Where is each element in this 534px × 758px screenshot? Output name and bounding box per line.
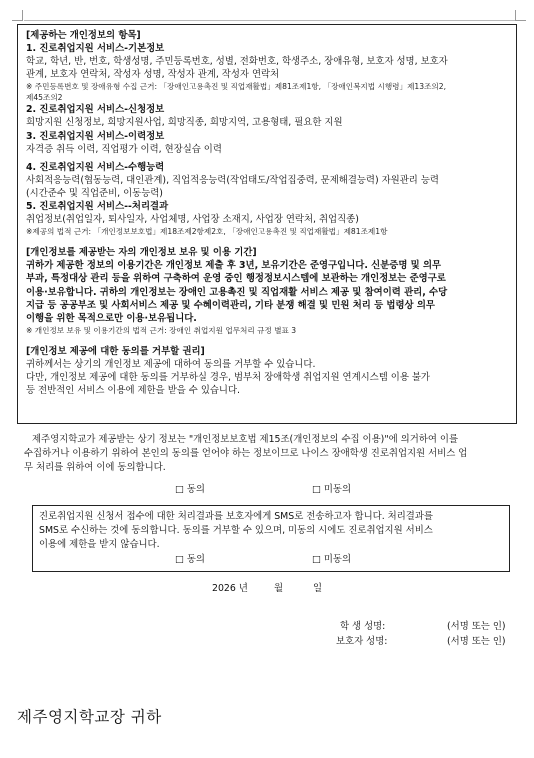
application-info-line: 희망지원 신청정보, 희망지원사업, 희망직종, 희망지역, 고용형태, 필요한 지원 [26,117,343,129]
consent-statement [24,433,516,475]
student-signature-field[interactable]: (서명 또는 인) [447,621,506,632]
consent-line: 제주영지학교가 제공받는 상기 정보는 "개인정보보호법 제15조(개인정보의 수집 이용)"에 의거하여 이를 [32,434,458,445]
refusal-right-line: 귀하께서는 상기의 개인정보 제공에 대하여 동의를 거부할 수 있습니다. [26,358,316,370]
result-info-line: 취업정보(취업일자, 퇴사일자, 사업체명, 사업장 소재지, 사업장 연락처, 취업직종) [26,214,359,226]
date-month[interactable]: 월 [274,583,284,594]
retention-section [26,246,509,336]
header-rule [24,20,515,21]
result-legal-note: ※제공의 법적 근거: 「개인정보보호법」제18조제2항제2호, 「장애인고용촉진 및 직업재활법」제81조제1항 [26,227,388,237]
date-day[interactable]: 일 [313,583,323,594]
basic-info-legal-note: ※ 주민등록번호 및 장애유형 수집 근거: 「장애인고용촉진 및 직업재활법」제81조제1항, 「장애인복지법 시행령」제13조의2, [26,82,447,92]
basic-info-line: 학교, 학년, 반, 번호, 학생성명, 주민등록번호, 성별, 전화번호, 학생주소, 장애유형, 보호자 성명, 보호자 [26,56,448,68]
refusal-right-line: 등 전반적인 서비스 이용에 제한을 받을 수 있습니다. [26,385,241,397]
basic-info-line: 관계, 보호자 연락처, 작성자 성명, 작성자 관계, 작성자 연락처 [26,69,280,81]
sms-disagree-checkbox[interactable]: □ 미동의 [312,554,352,565]
consent-line: 수집하거나 이용하기 위하여 본인의 동의를 얻어야 하는 정보이므로 나이스 장애학생 진로취업지원 서비스 업 [24,448,468,459]
history-info-line: 자격증 취득 이력, 직업평가 이력, 현장실습 이력 [26,143,222,155]
sms-consent-box [32,505,510,572]
retention-legal-note: ※ 개인정보 보유 및 이용기간의 법적 근거: 장애인 취업지원 업무처리 규정 별표 3 [26,325,297,335]
retention-line: 부과, 특정대상 관리 등을 위하여 구축하여 운영 중인 행정정보시스템에 보관하는 개인정보는 준영구로 [26,273,446,285]
retention-line: 이용·보유합니다. 귀하의 개인정보는 장애인 고용촉진 및 직업재활 서비스 제공 및 참여이력 관리, 수당 [26,286,448,298]
refusal-right-line: 다만, 개인정보 제공에 대한 동의를 거부하실 경우, 범부처 장애학생 취업지원 연계시스템 이용 불가 [26,371,430,383]
corner-mark-left [12,10,23,21]
sms-consent-line: 이용에 제한을 받지 않습니다. [39,539,160,550]
date-year[interactable]: 2026 년 [212,583,248,594]
retention-title: [개인정보를 제공받는 자의 개인정보 보유 및 이용 기간] [26,247,257,259]
provided-items-section [26,29,509,237]
refusal-right-section [26,345,509,397]
basic-info-legal-note: 제45조의2 [26,93,63,103]
consent-agree-checkbox[interactable]: □ 동의 [175,484,205,495]
refusal-right-title: [개인정보 제공에 대한 동의를 거부할 권리] [26,345,205,357]
student-name-label: 학 생 성명: [340,621,386,632]
provided-items-title: [제공하는 개인정보의 항목] [26,30,141,41]
consent-disagree-checkbox[interactable]: □ 미동의 [312,484,352,495]
guardian-name-label: 보호자 성명: [336,636,388,647]
basic-info-title: 1. 진로취업지원 서비스-기본정보 [26,43,165,55]
guardian-signature-field[interactable]: (서명 또는 인) [447,636,506,647]
application-info-title: 2. 진로취업지원 서비스-신청정보 [26,104,165,116]
retention-line: 귀하가 제공한 정보의 이용기간은 개인정보 제출 후 3년, 보유기간은 준영구입니다. 신분증명 및 의무 [26,260,442,272]
ability-info-title: 4. 진로취업지원 서비스-수행능력 [26,161,165,173]
ability-info-line: 사회적응능력(협동능력, 대인관계), 직업적응능력(작업태도/작업집중력, 문제해결능력) 자원관리 능력 [26,174,439,186]
retention-line: 이행을 위한 목적으로만 이용·보유됩니다. [26,312,197,324]
sms-consent-line: 진로취업지원 신청서 접수에 대한 처리결과를 보호자에게 SMS로 전송하고자 합니다. 처리결과를 [39,511,433,522]
consent-line: 무 처리를 위하여 이에 동의합니다. [24,462,166,473]
addressee-footer: 제주영지학교장 귀하 [17,708,162,726]
retention-line: 지급 등 공공부조 및 사회서비스 제공 및 수혜이력관리, 기타 분쟁 해결 및 민원 처리 등 법령상 의무 [26,299,435,311]
corner-mark-right [515,10,526,21]
result-info-title: 5. 진로취업지원 서비스--처리결과 [26,201,169,213]
personal-info-notice-box [17,24,517,424]
sms-agree-checkbox[interactable]: □ 동의 [175,554,205,565]
history-info-title: 3. 진로취업지원 서비스-이력정보 [26,130,165,142]
sms-consent-line: SMS로 수신하는 것에 동의합니다. 동의를 거부할 수 있으며, 미동의 시에도 진로취업지원 서비스 [39,525,433,536]
ability-info-line: (시간준수 및 직업준비, 이동능력) [26,187,163,199]
